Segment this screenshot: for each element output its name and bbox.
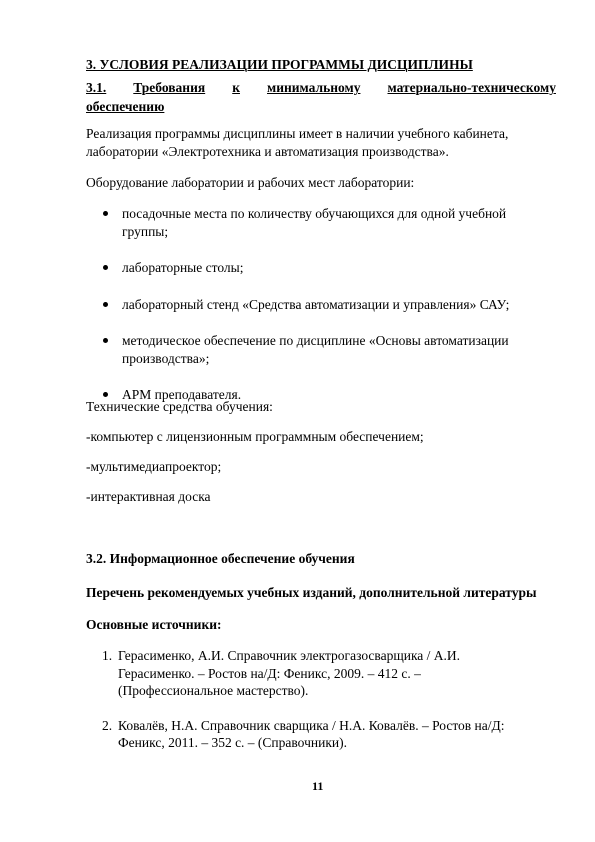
list-item: АРМ преподавателя. xyxy=(86,386,546,404)
heading-line-2: обеспечению xyxy=(86,99,165,114)
bullet-icon xyxy=(103,211,108,216)
tech-item: -компьютер с лицензионным программным обеспечением; xyxy=(86,429,424,444)
list-item: методическое обеспечение по дисциплине «Основы автоматизации производства»; xyxy=(86,332,542,367)
references-list xyxy=(86,647,556,752)
intro-paragraph-line-2: лаборатории «Электротехника и автоматизация производства». xyxy=(86,144,449,159)
tech-item: -мультимедиапроектор; xyxy=(86,459,222,474)
reference-item: 1. Герасименко, А.И. Справочник электрогазосварщика / А.И. Герасименко. – Ростов на/Д: Феникс, 2009. – 412 с. – (Профессиональное мастерство). xyxy=(102,648,461,698)
bullet-icon xyxy=(103,392,108,397)
heading-word: материально-техническому xyxy=(387,80,556,95)
tech-label: Технические средства обучения: xyxy=(86,399,273,414)
equipment-label: Оборудование лаборатории и рабочих мест лаборатории: xyxy=(86,175,415,190)
subsection-heading xyxy=(86,78,556,116)
subsection-number: 3.1. xyxy=(86,80,107,95)
heading-word: минимальному xyxy=(267,80,361,95)
bullet-icon xyxy=(103,338,108,343)
tech-item: -интерактивная доска xyxy=(86,489,211,504)
bullet-icon xyxy=(103,302,108,307)
list-item: лабораторные столы; xyxy=(86,259,546,277)
equipment-list xyxy=(86,205,546,404)
reference-item: 2. Ковалёв, Н.А. Справочник сварщика / Н.А. Ковалёв. – Ростов на/Д: Феникс, 2011. – 352 с. – (Справочники). xyxy=(102,717,505,750)
section-32-title: 3.2. Информационное обеспечение обучения xyxy=(86,551,355,566)
literature-heading: Перечень рекомендуемых учебных изданий, дополнительной литературы xyxy=(86,585,537,600)
list-item: посадочные места по количеству обучающихся для одной учебной группы; xyxy=(86,205,542,240)
page-number: 11 xyxy=(312,779,324,793)
main-sources-label: Основные источники: xyxy=(86,617,222,632)
list-item: лабораторный стенд «Средства автоматизации и управления» САУ; xyxy=(86,296,546,314)
heading-word: Требования xyxy=(133,80,206,95)
bullet-icon xyxy=(103,265,108,270)
section-title: 3. УСЛОВИЯ РЕАЛИЗАЦИИ ПРОГРАММЫ ДИСЦИПЛИНЫ xyxy=(86,57,473,72)
heading-word: к xyxy=(232,80,240,95)
intro-paragraph-line-1: Реализация программы дисциплины имеет в наличии учебного кабинета, xyxy=(86,126,509,141)
